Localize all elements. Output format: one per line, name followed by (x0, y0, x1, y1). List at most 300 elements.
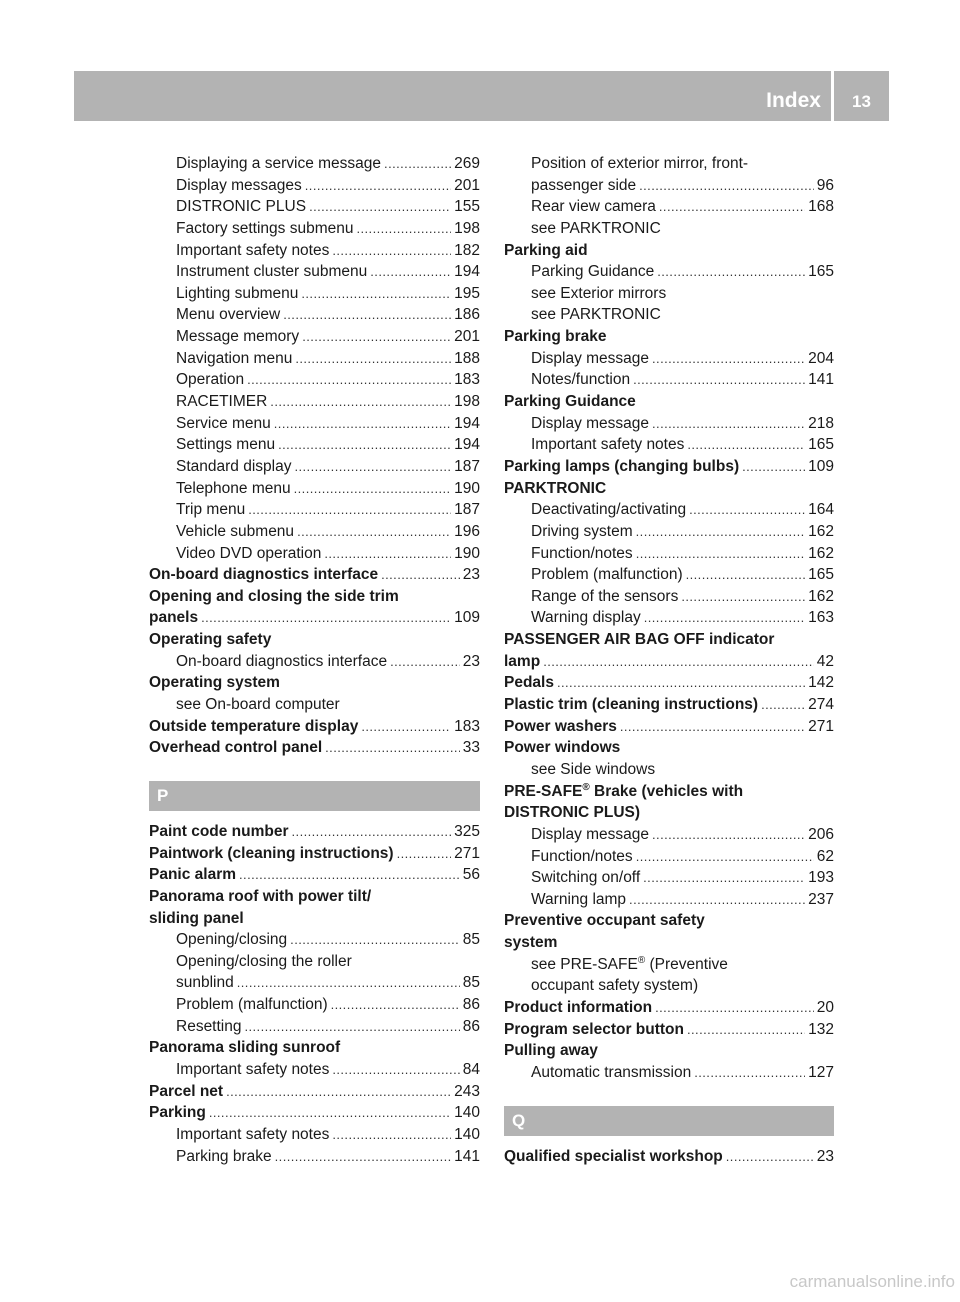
header-bar (74, 71, 831, 121)
entry-text: PASSENGER AIR BAG OFF indicator (504, 631, 775, 649)
index-subentry (149, 413, 480, 435)
index-entry (504, 1040, 834, 1062)
index-subentry (504, 175, 834, 197)
page-ref: 164 (808, 501, 834, 519)
page-ref: 206 (808, 825, 834, 843)
entry-text: Navigation menu (176, 349, 293, 367)
index-entry (149, 716, 480, 738)
entry-text: Operating safety (149, 631, 272, 649)
page-ref: 42 (816, 652, 834, 670)
index-column-right (504, 153, 834, 1167)
entry-text: PARKTRONIC (504, 479, 607, 497)
dot-leader (290, 929, 460, 951)
dot-leader (629, 889, 805, 911)
entry-text: Display messages (176, 176, 302, 194)
index-subentry (504, 889, 834, 911)
dot-leader (356, 218, 451, 240)
entry-text: Warning display (531, 609, 641, 627)
page-header (74, 71, 889, 121)
header-title: Index (766, 89, 821, 112)
index-entry (149, 908, 480, 930)
page-ref: 142 (808, 674, 834, 692)
entry-text: Range of the sensors (531, 587, 679, 605)
page-ref: 162 (808, 544, 834, 562)
index-subentry (504, 846, 834, 868)
page-ref: 195 (454, 284, 480, 302)
index-entry (149, 672, 480, 694)
index-subentry (149, 175, 480, 197)
index-entry (504, 391, 834, 413)
dot-leader (694, 1062, 805, 1084)
dot-leader (620, 716, 805, 738)
page-ref: 162 (808, 587, 834, 605)
page-ref: 204 (808, 349, 834, 367)
entry-text: Parking aid (504, 241, 588, 259)
page-ref: 86 (462, 1017, 480, 1035)
section-header-q: Q (504, 1106, 834, 1136)
entry-text: On-board diagnostics interface (176, 652, 388, 670)
index-subentry (149, 951, 480, 973)
entry-text: Standard display (176, 457, 292, 475)
entry-text: system (504, 934, 558, 952)
watermark: carmanualsonline.info (789, 1272, 955, 1291)
dot-leader (652, 824, 805, 846)
page-ref: 269 (454, 155, 480, 172)
page-ref: 201 (454, 176, 480, 194)
page-ref: 85 (462, 931, 480, 949)
entry-text: DISTRONIC PLUS) (504, 804, 641, 822)
index-subentry (149, 1059, 480, 1081)
dot-leader (278, 434, 451, 456)
index-subentry (504, 867, 834, 889)
dot-leader (325, 737, 460, 759)
entry-text: Parking brake (504, 328, 607, 346)
page-ref: 84 (462, 1060, 480, 1078)
page-ref: 194 (454, 436, 480, 454)
index-entry (149, 843, 480, 865)
dot-leader (643, 867, 805, 889)
page-ref: 165 (808, 566, 834, 584)
index-entry (149, 737, 480, 759)
entry-text: Function/notes (531, 847, 633, 865)
index-subentry (149, 651, 480, 673)
dot-leader (302, 326, 451, 348)
entry-text: Rear view camera (531, 198, 656, 216)
page-ref: 20 (816, 998, 834, 1016)
entry-text: PRE-SAFE® Brake (vehicles with (504, 781, 744, 800)
entry-text: Factory settings submenu (176, 219, 354, 237)
entry-text: Important safety notes (176, 1125, 330, 1143)
dot-leader (270, 391, 451, 413)
page-ref: 186 (454, 306, 480, 324)
index-entry (149, 586, 480, 608)
index-entry (149, 1037, 480, 1059)
index-entry (504, 629, 834, 651)
dot-leader (633, 369, 805, 391)
page-ref: 165 (808, 263, 834, 281)
entry-text: see PARKTRONIC (531, 306, 661, 324)
entry-text: see PARKTRONIC (531, 219, 661, 237)
dot-leader (557, 672, 805, 694)
page-ref: 56 (462, 866, 480, 884)
dot-leader (332, 240, 451, 262)
entry-text: Vehicle submenu (176, 522, 295, 540)
dot-leader (332, 1124, 451, 1146)
entry-text: Power windows (504, 739, 621, 757)
entry-text: occupant safety system) (531, 977, 699, 995)
entry-text: Preventive occupant safety (504, 912, 705, 930)
entry-text: Settings menu (176, 436, 276, 454)
index-subentry (504, 521, 834, 543)
index-subentry (149, 369, 480, 391)
index-subentry (149, 1146, 480, 1168)
dot-leader (652, 413, 805, 435)
dot-leader (332, 1059, 459, 1081)
index-entry (504, 910, 834, 932)
dot-leader (681, 586, 805, 608)
entry-text: see PRE-SAFE® (Preventive (531, 954, 728, 973)
page-ref: 23 (462, 652, 480, 670)
entry-text: Overhead control panel (149, 739, 323, 757)
page-ref: 190 (454, 544, 480, 562)
index-subentry (504, 824, 834, 846)
index-subentry (504, 283, 834, 305)
dot-leader (381, 564, 460, 586)
dot-leader (543, 651, 814, 673)
index-subentry (149, 521, 480, 543)
entry-text: Pulling away (504, 1042, 598, 1060)
index-entry (149, 629, 480, 651)
dot-leader (655, 997, 814, 1019)
entry-text: Product information (504, 998, 653, 1016)
entry-text: Paint code number (149, 822, 289, 840)
index-subentry (504, 1062, 834, 1084)
entry-text: passenger side (531, 176, 637, 194)
index-subentry (149, 499, 480, 521)
entry-text: Driving system (531, 522, 633, 540)
index-subentry (504, 196, 834, 218)
dot-leader (209, 1102, 451, 1124)
page-ref: 109 (808, 457, 834, 475)
page-ref: 187 (454, 501, 480, 519)
index-subentry (149, 1016, 480, 1038)
dot-leader (659, 196, 805, 218)
page-ref: 190 (454, 479, 480, 497)
page-ref: 155 (454, 198, 480, 216)
page-ref: 96 (816, 176, 834, 194)
page-ref: 196 (454, 522, 480, 540)
dot-leader (390, 651, 460, 673)
index-subentry (149, 196, 480, 218)
entry-text: Message memory (176, 328, 300, 346)
page-number-box (834, 71, 889, 121)
index-subentry (149, 283, 480, 305)
index-entry (504, 478, 834, 500)
dot-leader (297, 521, 451, 543)
entry-text: Automatic transmission (531, 1063, 692, 1081)
dot-leader (292, 821, 452, 843)
entry-text: Paintwork (cleaning instructions) (149, 844, 394, 862)
index-subentry (504, 348, 834, 370)
index-subentry (504, 564, 834, 586)
index-entry (149, 1102, 480, 1124)
entry-text: Pedals (504, 674, 554, 692)
page-ref: 193 (808, 869, 834, 887)
dot-leader (275, 1146, 451, 1168)
index-subentry (504, 759, 834, 781)
page-ref: 140 (454, 1125, 480, 1143)
index-entry (504, 781, 834, 803)
dot-leader (636, 543, 805, 565)
index-entry (504, 997, 834, 1019)
dot-leader (636, 846, 814, 868)
index-entry (149, 607, 480, 629)
dot-leader (657, 261, 805, 283)
entry-text: see Side windows (531, 760, 656, 778)
page-ref: 141 (454, 1147, 480, 1165)
dot-leader (742, 456, 805, 478)
index-subentry (504, 543, 834, 565)
index-subentry (149, 326, 480, 348)
dot-leader (397, 843, 452, 865)
index-entry (504, 694, 834, 716)
index-entry (149, 886, 480, 908)
page-ref: 201 (454, 328, 480, 346)
page-ref: 23 (816, 1147, 834, 1165)
dot-leader (201, 607, 451, 629)
dot-leader (384, 153, 451, 175)
index-subentry (149, 994, 480, 1016)
entry-text: Parking brake (176, 1147, 272, 1165)
index-subentry (149, 972, 480, 994)
page-ref: 140 (454, 1104, 480, 1122)
index-subentry (149, 456, 480, 478)
index-entry (504, 456, 834, 478)
index-subentry (504, 413, 834, 435)
page-ref: 132 (808, 1020, 834, 1038)
entry-text: Parking Guidance (504, 393, 636, 411)
entry-text: Service menu (176, 414, 271, 432)
dot-leader (636, 521, 805, 543)
entry-text: Power washers (504, 717, 617, 735)
page-ref: 33 (462, 739, 480, 757)
page-ref: 85 (462, 974, 480, 992)
index-subentry (149, 304, 480, 326)
index-entry (504, 326, 834, 348)
entry-text: Operating system (149, 674, 280, 692)
index-subentry (149, 348, 480, 370)
entry-text: Video DVD operation (176, 544, 322, 562)
page-ref: 271 (808, 717, 834, 735)
dot-leader (652, 348, 805, 370)
page-number: 13 (852, 92, 871, 111)
dot-leader (283, 304, 451, 326)
dot-leader (244, 1016, 459, 1038)
entry-text: Menu overview (176, 306, 281, 324)
index-subentry (504, 434, 834, 456)
entry-text: Outside temperature display (149, 717, 359, 735)
entry-text: On-board diagnostics interface (149, 566, 379, 584)
page-ref: 109 (454, 609, 480, 627)
page-ref: 62 (816, 847, 834, 865)
index-subentry (504, 607, 834, 629)
page-ref: 274 (808, 696, 834, 714)
dot-leader (226, 1081, 451, 1103)
dot-leader (294, 456, 451, 478)
dot-leader (247, 369, 451, 391)
page-ref: 163 (808, 609, 834, 627)
dot-leader (689, 499, 805, 521)
entry-text: Parking (149, 1104, 206, 1122)
entry-text: Problem (malfunction) (176, 996, 328, 1014)
page-ref: 325 (454, 822, 480, 840)
entry-text: Telephone menu (176, 479, 291, 497)
entry-text: Opening/closing the roller (176, 952, 352, 970)
entry-text: Panorama roof with power tilt/ (149, 887, 372, 905)
index-subentry (504, 975, 834, 997)
page-ref: 237 (808, 890, 834, 908)
entry-text: Warning lamp (531, 890, 627, 908)
entry-text: Instrument cluster submenu (176, 263, 368, 281)
entry-text: Important safety notes (176, 1060, 330, 1078)
dot-leader (687, 1019, 805, 1041)
index-subentry (149, 543, 480, 565)
index-entry (504, 240, 834, 262)
index-subentry (149, 434, 480, 456)
index-entry (149, 1081, 480, 1103)
entry-text: sliding panel (149, 909, 244, 927)
index-subentry (504, 954, 834, 976)
index-subentry (149, 694, 480, 716)
section-header-p: P (149, 781, 480, 811)
entry-text: Opening and closing the side trim (149, 587, 399, 605)
dot-leader (248, 499, 451, 521)
entry-text: Resetting (176, 1017, 242, 1035)
dot-leader (361, 716, 451, 738)
index-subentry (504, 218, 834, 240)
entry-text: Trip menu (176, 501, 246, 519)
dot-leader (726, 1146, 814, 1168)
dot-leader (294, 478, 452, 500)
entry-text: Function/notes (531, 544, 633, 562)
dot-leader (301, 283, 451, 305)
index-column-left (149, 153, 480, 1167)
index-entry (149, 864, 480, 886)
dot-leader (331, 994, 460, 1016)
index-subentry (149, 261, 480, 283)
index-entry (149, 564, 480, 586)
dot-leader (644, 607, 805, 629)
index-entry (504, 716, 834, 738)
entry-text: see Exterior mirrors (531, 284, 667, 302)
entry-text: Display message (531, 414, 650, 432)
entry-text: sunblind (176, 974, 234, 992)
entry-text: Important safety notes (531, 436, 685, 454)
dot-leader (309, 196, 451, 218)
page-ref: 183 (454, 717, 480, 735)
index-entry (504, 737, 834, 759)
index-subentry (504, 304, 834, 326)
index-entry (149, 821, 480, 843)
index-entry (504, 651, 834, 673)
index-subentry (504, 499, 834, 521)
page-ref: 194 (454, 414, 480, 432)
dot-leader (761, 694, 805, 716)
index-subentry (504, 261, 834, 283)
index-entry (504, 1019, 834, 1041)
dot-leader (237, 972, 460, 994)
index-subentry (149, 929, 480, 951)
dot-leader (239, 864, 460, 886)
index-entry (504, 672, 834, 694)
entry-text: Notes/function (531, 371, 631, 389)
dot-leader (324, 543, 451, 565)
page-ref: 183 (454, 371, 480, 389)
dot-leader (686, 564, 806, 586)
entry-text: Operation (176, 371, 245, 389)
dot-leader (370, 261, 451, 283)
entry-text: Panorama sliding sunroof (149, 1039, 341, 1057)
page-ref: 218 (808, 414, 834, 432)
dot-leader (305, 175, 451, 197)
page-ref: 162 (808, 522, 834, 540)
entry-text: Switching on/off (531, 869, 641, 887)
page-ref: 198 (454, 393, 480, 411)
page-ref: 165 (808, 436, 834, 454)
index-subentry (149, 391, 480, 413)
entry-text: Program selector button (504, 1020, 684, 1038)
entry-text: Deactivating/activating (531, 501, 687, 519)
dot-leader (687, 434, 805, 456)
page-ref: 243 (454, 1082, 480, 1100)
index-entry (504, 1146, 834, 1168)
index-entry (504, 802, 834, 824)
page-ref: 23 (462, 566, 480, 584)
entry-text: Display message (531, 349, 650, 367)
index-subentry (149, 153, 480, 175)
entry-text: Parcel net (149, 1082, 224, 1100)
index-subentry (504, 586, 834, 608)
page-ref: 271 (454, 844, 480, 862)
entry-text: Lighting submenu (176, 284, 299, 302)
entry-text: Parking Guidance (531, 263, 655, 281)
page-ref: 182 (454, 241, 480, 259)
entry-text: see On-board computer (176, 696, 340, 714)
page-ref: 168 (808, 198, 834, 216)
page-ref: 127 (808, 1063, 834, 1081)
page-ref: 194 (454, 263, 480, 281)
index-subentry (504, 153, 834, 175)
entry-text: panels (149, 609, 199, 627)
page-ref: 198 (454, 219, 480, 237)
entry-text: DISTRONIC PLUS (176, 198, 307, 216)
entry-text: RACETIMER (176, 393, 268, 411)
index-subentry (149, 218, 480, 240)
page-ref: 86 (462, 996, 480, 1014)
index-subentry (149, 1124, 480, 1146)
entry-text: Opening/closing (176, 931, 288, 949)
page-ref: 188 (454, 349, 480, 367)
page-ref: 141 (808, 371, 834, 389)
entry-text: Qualified specialist workshop (504, 1147, 723, 1165)
entry-text: Displaying a service message (176, 155, 382, 172)
index-entry (504, 932, 834, 954)
entry-text: Plastic trim (cleaning instructions) (504, 696, 759, 714)
entry-text: Panic alarm (149, 866, 237, 884)
entry-text: Position of exterior mirror, front- (531, 155, 749, 172)
entry-text: Parking lamps (changing bulbs) (504, 457, 740, 475)
index-subentry (149, 240, 480, 262)
